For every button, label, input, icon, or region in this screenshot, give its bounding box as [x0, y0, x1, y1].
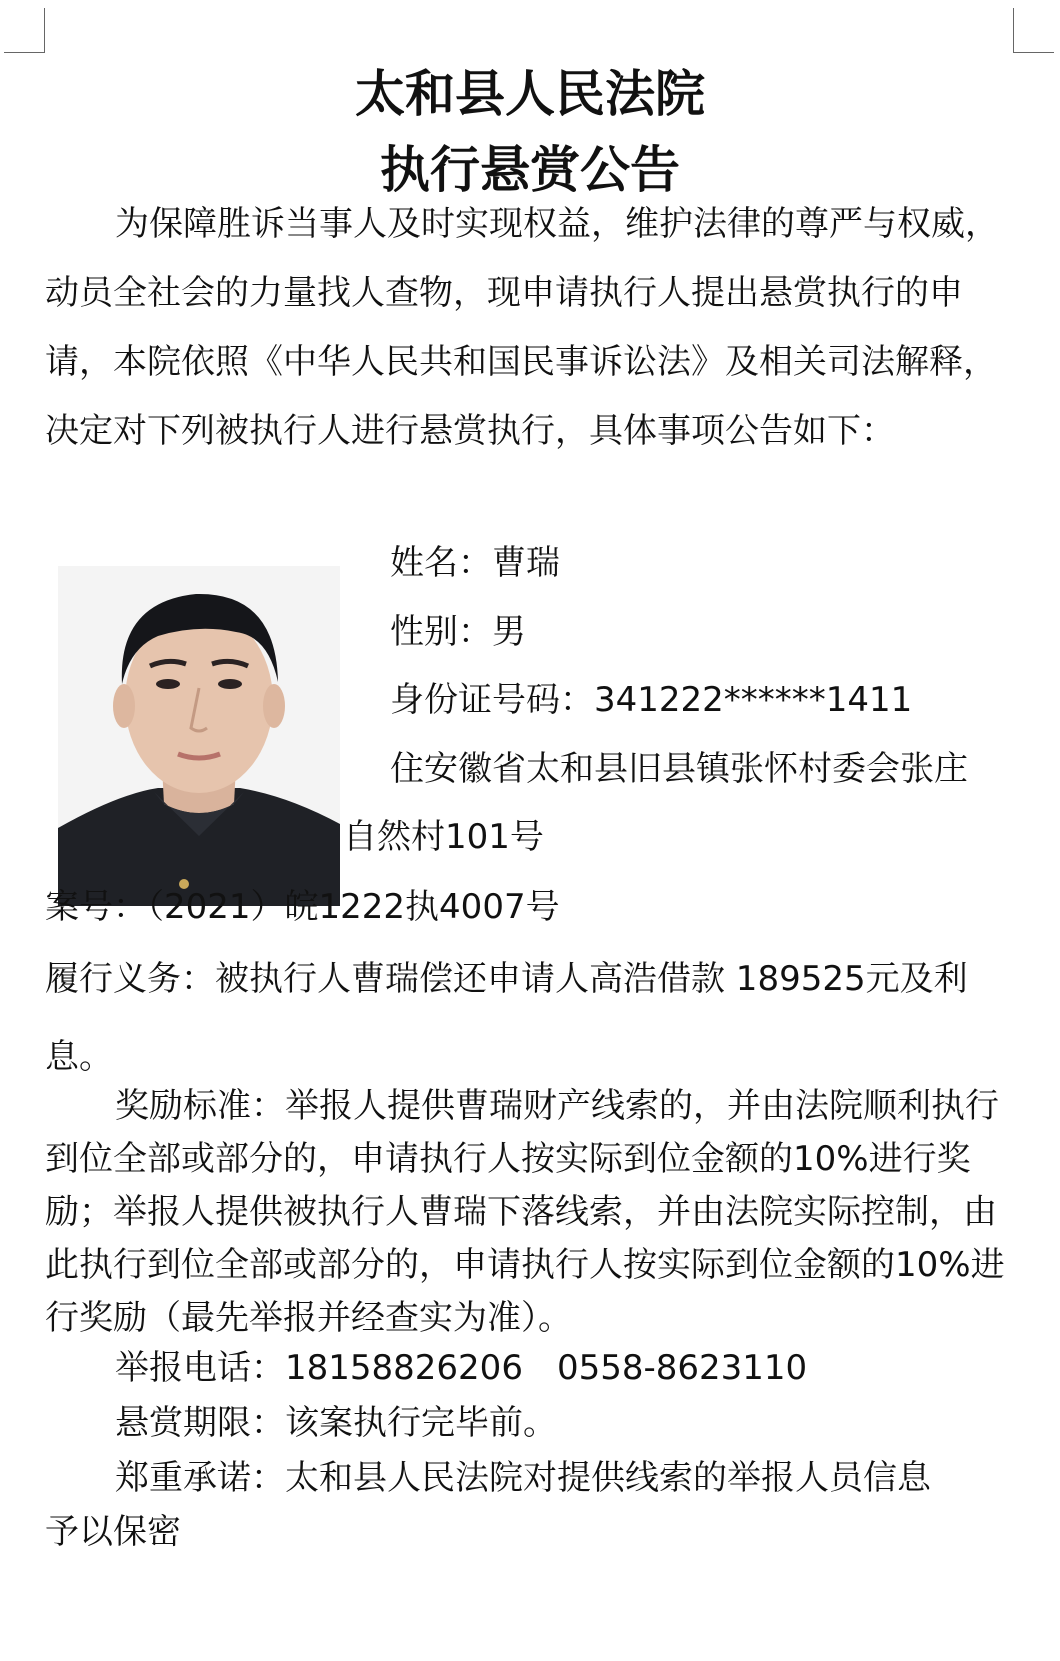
- confidentiality-promise-line-1: 郑重承诺：太和县人民法院对提供线索的举报人员信息: [115, 1458, 931, 1498]
- person-address-line-2: 自然村101号: [343, 817, 544, 857]
- crop-mark-top-left: [4, 8, 45, 53]
- person-id-number: 身份证号码：341222******1411: [390, 680, 913, 720]
- person-address-line-1: 住安徽省太和县旧县镇张怀村委会张庄: [390, 749, 968, 789]
- court-name: 太和县人民法院: [355, 65, 705, 123]
- reward-standard-paragraph: 奖励标准：举报人提供曹瑞财产线索的，并由法院顺利执行到位全部或部分的，申请执行人按实际到位金额的10%进行奖励；举报人提供被执行人曹瑞下落线索，并由法院实际控制，由此执行到位全部或部分的，申请执行人按实际到位金额的10%进行奖励（最先举报并经查实为准）。: [45, 1086, 1005, 1338]
- report-hotline: 举报电话：18158826206 0558-8623110: [115, 1348, 808, 1388]
- obligation-paragraph: 履行义务：被执行人曹瑞偿还申请人高浩借款 189525元及利息。: [45, 959, 968, 1077]
- suspect-photo: [58, 566, 340, 906]
- intro-paragraph: 为保障胜诉当事人及时实现权益，维护法律的尊严与权威，动员全社会的力量找人查物，现申请执行人提出悬赏执行的申请，本院依照《中华人民共和国民事诉讼法》及相关司法解释，决定对下列被执行人进行悬赏执行，具体事项公告如下：: [45, 204, 999, 451]
- notice-title: 执行悬赏公告: [380, 141, 680, 199]
- confidentiality-promise-line-2: 予以保密: [45, 1512, 181, 1552]
- reward-period: 悬赏期限：该案执行完毕前。: [115, 1403, 557, 1443]
- case-number: 案号：（2021）皖1222执4007号: [45, 887, 560, 927]
- person-name: 姓名：曹瑞: [390, 543, 560, 583]
- crop-mark-top-right: [1013, 8, 1054, 53]
- person-gender: 性别：男: [390, 612, 526, 652]
